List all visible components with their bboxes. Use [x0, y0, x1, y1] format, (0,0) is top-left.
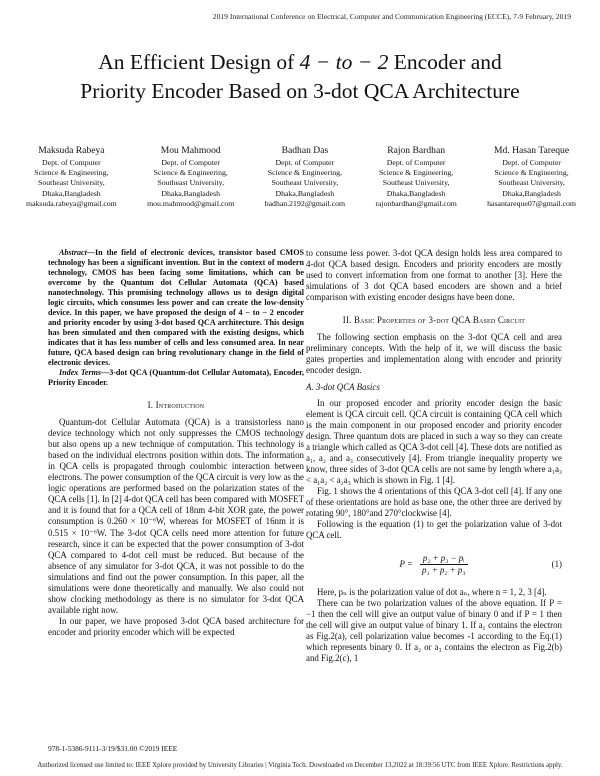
author-university: Southeast University,	[157, 178, 225, 188]
subsection-heading-3dot-basics: A. 3-dot QCA Basics	[306, 382, 380, 393]
abstract	[48, 248, 304, 368]
subsection-paragraph: In our proposed encoder and priority encoder design the basic element is QCA circuit cell. QCA circuit is containing QCA cell which is the main component in our proposed encoder and priority encoder design. Three quantum dots are placed in such a way so they can create a triangle which called as QCA 3-dot cell [4]. These dots are notified as a₁, a₂ and a₃ consecutively [4]. From triangle inequality property we know, three sides of 3-dot QCA cells are not same by length where a₁a₃ < a₁a₂ < a₂a₃ which is shown in Fig. 1 [4].	[306, 397, 562, 485]
right-column	[306, 248, 562, 664]
paper-title	[0, 48, 600, 106]
equation-numerator: p₂ + p₃ − pᵢ	[420, 553, 468, 565]
abstract-text: —In the field of electronic devices, transistor based CMOS technology has been a significant invention. But in the context of modern technology, CMOS has been facing some limitations, which can be overcome by the Quantum dot Cellular Automata (QCA) based nanotechnology. This promising technology allows us to design digital logic circuits, which consumes less power and can create the low-density device. In this paper, we have proposed the design of 4 − to − 2 encoder and priority encoder by using 3-dot based QCA architecture. This design has been simulated and then compared with the existing designs, which indicates that it has less number of cells and less consumed area. In near future, QCA based design can bring revolutionary change in the field of electronic devices.	[48, 248, 304, 367]
author-dept: Dept. of Computer	[386, 158, 446, 167]
author-list	[26, 144, 576, 209]
author-dept: Dept. of Computer	[275, 158, 335, 167]
subsection-paragraph-3: Following is the equation (1) to get the polarization value of 3-dot QCA cell.	[306, 519, 562, 541]
author-name: Maksuda Rabeya	[38, 145, 105, 156]
subsection-paragraph-2: Fig. 1 shows the 4 orientations of this QCA 3-dot cell [4]. If any one of these orientations are hold as base one, the other three are derived by rotating 90°, 180°and 270°clockwise [4].	[306, 485, 562, 518]
abstract-label: Abstract	[59, 248, 87, 257]
author-block	[487, 144, 576, 209]
author-location: Dhaka,Bangladesh	[42, 188, 101, 198]
post-equation-paragraph-2: There can be two polarization values of the above equation. If P = −1 then the cell will give an output value of binary 0 and if P = 1 then the cell will give an output value of binary 1. If a₁ contains the electron as Fig.2(a), cell polarization value becomes -1 according to the Eq.(1) which represents binary 0. If a₂ or a₃ contains the electron as Fig.2(b) and Fig.2(c), 1	[306, 598, 562, 664]
author-email: badhan.2192@gmail.com	[264, 198, 346, 208]
conference-header: 2019 International Conference on Electrical, Computer and Communication Engineering (ECCE), 7-9 February, 2019	[212, 12, 571, 21]
author-dept: Dept. of Computer	[42, 158, 101, 167]
equation-lhs: P =	[399, 558, 414, 569]
index-terms-text: —3-dot QCA (Quantum-dot Cellular Automata), Encoder, Priority Encoder.	[48, 368, 305, 387]
isbn-footer: 978-1-5386-9111-3/19/$31.00 ©2019 IEEE	[48, 744, 178, 753]
author-university: Southeast University,	[271, 178, 339, 188]
author-name: Mou Mahmood	[160, 145, 221, 156]
section-heading-introduction: I. Introduction	[147, 400, 205, 410]
author-dept-2: Science & Engineering,	[153, 168, 228, 178]
author-dept-2: Science & Engineering,	[378, 168, 454, 178]
author-location: Dhaka,Bangladesh	[502, 188, 561, 198]
post-equation-paragraph: Here, pₙ is the polarization value of dot aₙ, where n = 1, 2, 3 [4].	[317, 587, 547, 598]
author-name: Md. Hasan Tareque	[494, 145, 570, 156]
author-location: Dhaka,Bangladesh	[275, 188, 335, 198]
intro-continuation: to consume less power. 3-dot QCA design holds less area compared to 4-dot QCA based design. Encoders and priority encoders are mostly used to convert information from one format to another [3]. Here the simulations of 3 dot QCA based encoders are shown and a brief comparison with existing encoder designs have been done.	[306, 248, 562, 303]
author-email: rajonbardhan@gmail.com	[375, 198, 457, 208]
author-name: Badhan Das	[281, 145, 329, 156]
author-dept: Dept. of Computer	[161, 158, 221, 167]
left-column	[48, 248, 304, 638]
index-terms-label: Index Terms	[59, 368, 102, 377]
title-text-end: Encoder and	[388, 50, 502, 74]
equation-denominator: p₁ + p₂ + p₃	[422, 564, 466, 575]
author-email: mou.mahmood@gmail.com	[147, 198, 235, 208]
equation-number: (1)	[551, 558, 562, 569]
title-line-2: Priority Encoder Based on 3-dot QCA Architecture	[80, 79, 520, 103]
author-dept-2: Science & Engineering,	[34, 168, 109, 178]
index-terms	[48, 368, 304, 388]
intro-paragraph: Quantum-dot Cellular Automata (QCA) is a transistorless nano device technology which not only suppresses the CMOS technology but also opens up a new technique of computation. This technology is based on the individual electrons position within dots. The information in QCA cells is propagated through coulombic interaction between electrons. The power consumption of the QCA circuit is very low as the logic operations are performed based on the polarization states of the QCA cells [1]. In [2] 4-dot QCA cell has been compared with MOSFET and it is found that for a QCA cell of 18nm 4-bit XOR gate, the power consumption is 0.260 × 10⁻⁶W, whereas for MOSFET of 16nm it is 0.515 × 10⁻⁶W. The 3-dot QCA cells need more attention for future research, since it can be expected that the power consumption of 3-dot QCA compared to 4-dot cell must be reduced. But because of the absence of any simulator for 3-dot QCA, it was not possible to do the simulations and find out the power consumption. In this paper, all the simulations were done theoretically and manually. We also could not show clocking methodology as there is no simulator for 3-dot QCA available right now.	[48, 417, 304, 615]
license-footer: Authorized licensed use limited to: IEEE Xplore provided by University Libraries | Virginia Tech. Downloaded on December 13,2022 at 18:39:56 UTC from IEEE Xplore. Restrictions apply.	[37, 762, 563, 769]
author-block	[265, 144, 345, 209]
title-line-1	[0, 48, 600, 77]
author-block	[375, 144, 456, 209]
equation-1	[306, 549, 562, 579]
section-heading-basic-properties: II. Basic Properties of 3-dot QCA Based Circuit	[342, 315, 526, 326]
author-dept-2: Science & Engineering,	[494, 168, 569, 178]
author-university: Southeast University,	[498, 178, 565, 188]
author-dept-2: Science & Engineering,	[267, 168, 342, 178]
author-dept: Dept. of Computer	[502, 158, 561, 167]
author-email: hasantareque07@gmail.com	[487, 198, 576, 208]
author-name: Rajon Bardhan	[387, 145, 446, 156]
author-email: maksuda.rabeya@gmail.com	[26, 198, 117, 208]
author-location: Dhaka,Bangladesh	[386, 188, 446, 198]
intro-paragraph-2: In our paper, we have proposed 3-dot QCA based architecture for encoder and priority encoder which will be expected	[48, 615, 304, 637]
author-location: Dhaka,Bangladesh	[161, 188, 221, 198]
equation-fraction	[419, 553, 468, 576]
title-math: 4 − to − 2	[299, 50, 389, 74]
author-block	[147, 144, 234, 209]
author-block	[26, 144, 117, 209]
title-text: An Efficient Design of	[98, 50, 300, 74]
section2-paragraph: The following section emphasis on the 3-dot QCA cell and area preliminary concepts. With the help of it, we will discuss the basic gates properties and implementation along with encoder and priority encoder design.	[306, 332, 562, 376]
author-university: Southeast University,	[382, 178, 450, 188]
author-university: Southeast University,	[38, 178, 105, 188]
